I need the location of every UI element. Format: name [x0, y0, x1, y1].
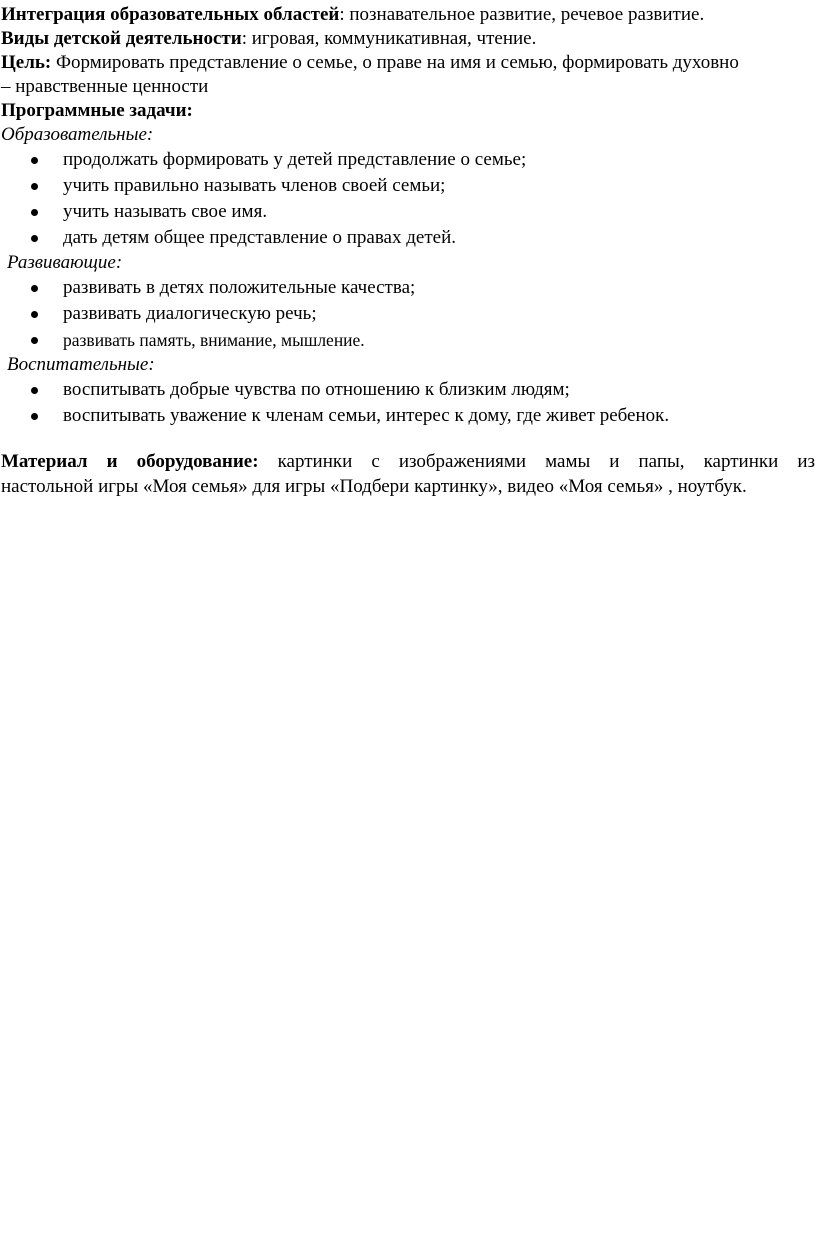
- bullet-icon: [31, 209, 38, 216]
- goal-label: Цель:: [1, 52, 52, 73]
- material-paragraph: [0, 449, 815, 499]
- activities-text: : игровая, коммуникативная, чтение.: [241, 28, 537, 49]
- developing-title: Развивающие:: [7, 252, 123, 273]
- tasks-title: Программные задачи:: [1, 100, 193, 121]
- material-text-line1: картинки с изображениями мамы и папы, картинки из: [258, 451, 816, 472]
- bullet-icon: [31, 311, 38, 318]
- list-item: учить называть свое имя.: [0, 199, 816, 225]
- goal-line-2: [0, 75, 816, 99]
- bullet-icon: [31, 183, 38, 190]
- bullet-icon: [31, 387, 38, 394]
- list-item: продолжать формировать у детей представление о семье;: [0, 147, 816, 173]
- integration-line: [0, 3, 816, 27]
- list-item: развивать диалогическую речь;: [0, 301, 816, 327]
- activities-label: Виды детской деятельности: [1, 28, 242, 49]
- upbringing-title: Воспитательные:: [7, 354, 155, 375]
- spacer: [0, 429, 816, 449]
- bullet-icon: [31, 337, 38, 344]
- document-page: [0, 0, 816, 499]
- bullet-icon: [31, 157, 38, 164]
- developing-list: [0, 275, 816, 353]
- goal-text-line1: Формировать представление о семье, о праве на имя и семью, формировать духовно: [51, 52, 739, 73]
- list-item: развивать память, внимание, мышление.: [0, 327, 816, 353]
- list-item: дать детям общее представление о правах детей.: [0, 225, 816, 251]
- bullet-icon: [31, 285, 38, 292]
- bullet-icon: [31, 413, 38, 420]
- list-item: воспитывать уважение к членам семьи, интерес к дому, где живет ребенок.: [0, 403, 816, 429]
- educational-title: Образовательные:: [1, 124, 154, 145]
- goal-line: [0, 51, 816, 75]
- list-item: развивать в детях положительные качества;: [0, 275, 816, 301]
- material-text-line2: настольной игры «Моя семья» для игры «Подбери картинку», видео «Моя семья» , ноутбук.: [1, 476, 747, 497]
- list-item: воспитывать добрые чувства по отношению к близким людям;: [0, 377, 816, 403]
- educational-list: [0, 147, 816, 251]
- material-label: Материал и оборудование:: [1, 451, 259, 472]
- upbringing-list: [0, 377, 816, 429]
- integration-text: : познавательное развитие, речевое развитие.: [339, 4, 705, 25]
- list-item: учить правильно называть членов своей семьи;: [0, 173, 816, 199]
- bullet-icon: [31, 235, 38, 242]
- integration-label: Интеграция образовательных областей: [1, 4, 340, 25]
- activities-line: [0, 27, 816, 51]
- goal-text-line2: – нравственные ценности: [1, 76, 209, 97]
- material-line-1: [1, 449, 815, 474]
